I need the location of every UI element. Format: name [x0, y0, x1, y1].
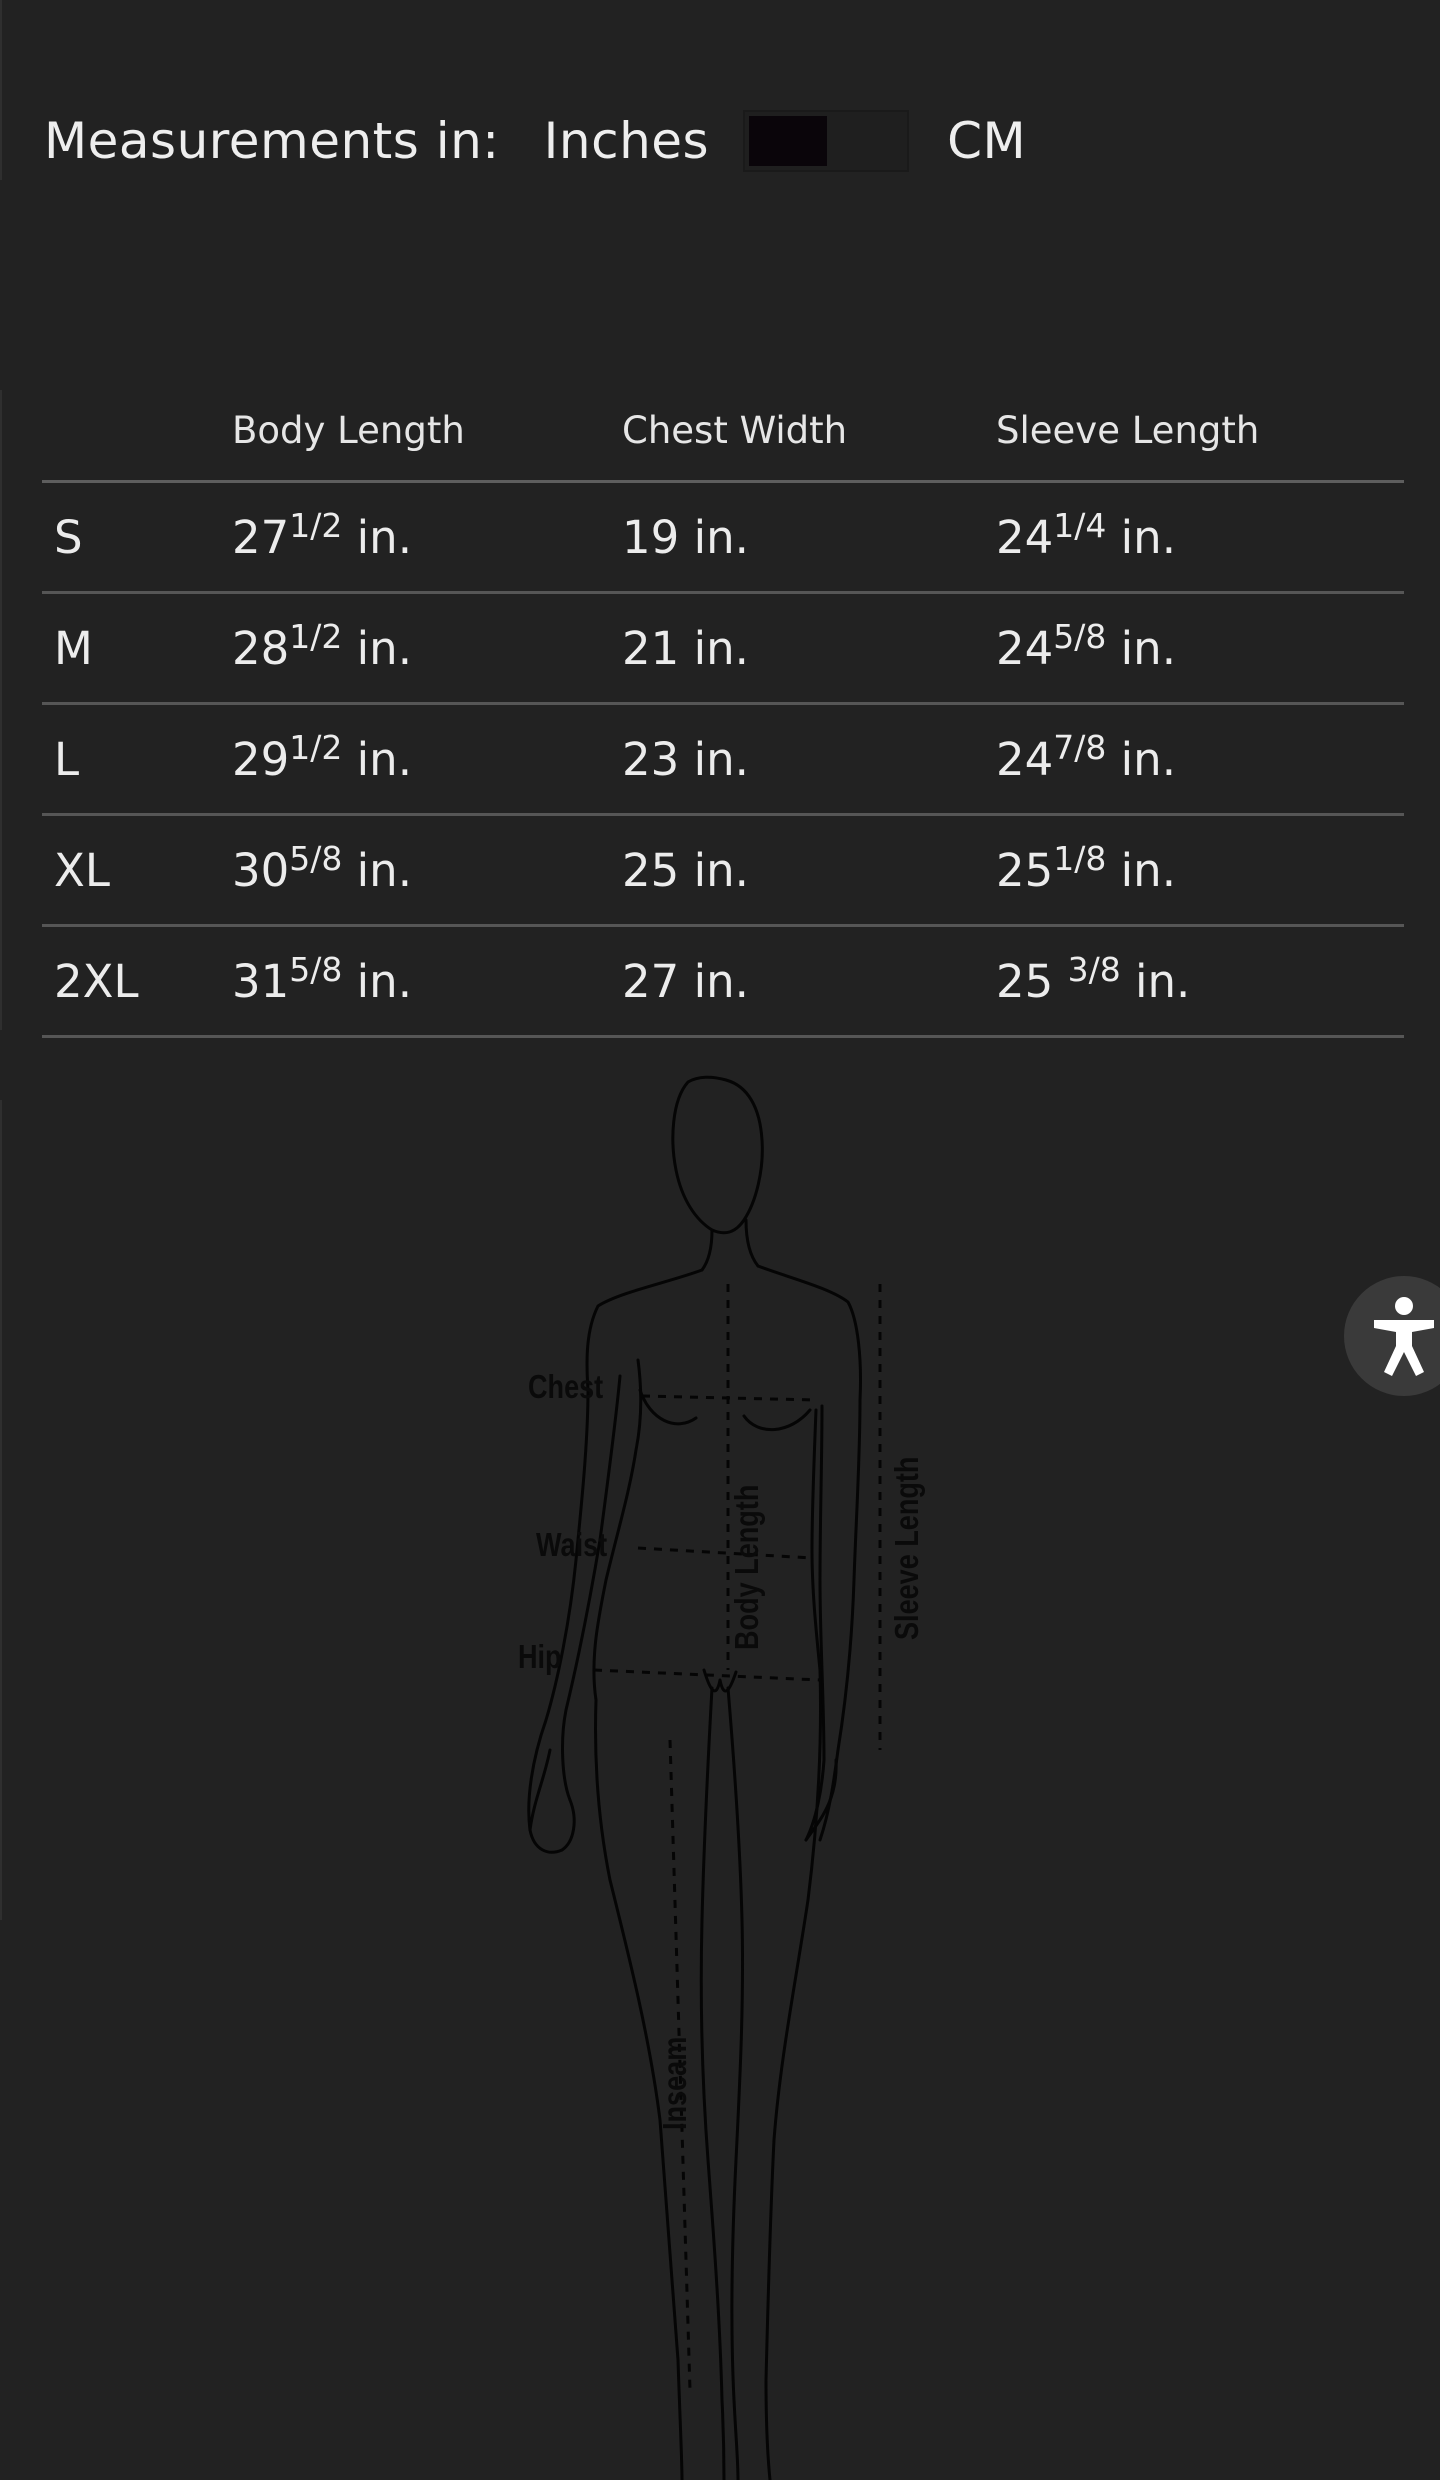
table-body [42, 482, 1404, 1037]
table-row [42, 704, 1404, 815]
cell-body-length [232, 926, 622, 1037]
figure-outline [490, 1060, 940, 2480]
table-row [42, 482, 1404, 593]
cell-body-length-whole: 28 [232, 621, 290, 675]
cell-size: L [42, 704, 232, 815]
cell-size: 2XL [42, 926, 232, 1037]
cell-sleeve-length [996, 482, 1404, 593]
cell-body-length-unit: in. [342, 732, 413, 786]
label-chest: Chest [528, 1368, 604, 1405]
header-sleeve-length: Sleeve Length [996, 380, 1404, 482]
cell-sleeve-length-unit: in. [1106, 732, 1177, 786]
cell-sleeve-length-whole: 24 [996, 732, 1054, 786]
cell-body-length-unit: in. [342, 510, 413, 564]
cell-body-length [232, 704, 622, 815]
label-sleeve-length: Sleeve Length [888, 1456, 925, 1640]
cell-body-length-fraction: 1/2 [289, 505, 343, 545]
cell-sleeve-length-fraction: 3/8 [1067, 949, 1121, 989]
header-body-length: Body Length [232, 380, 622, 482]
cell-sleeve-length-fraction: 1/4 [1053, 505, 1107, 545]
label-body-length: Body Length [728, 1484, 765, 1650]
units-toggle-knob [749, 116, 827, 166]
table-row [42, 926, 1404, 1037]
cell-chest-width: 27 in. [622, 926, 996, 1037]
units-selector [44, 106, 1026, 176]
units-option-inches[interactable]: Inches [543, 112, 710, 170]
cell-body-length-unit: in. [342, 954, 413, 1008]
cell-chest-width: 19 in. [622, 482, 996, 593]
units-label: Measurements in: [44, 112, 500, 170]
cell-body-length-whole: 31 [232, 954, 290, 1008]
cell-sleeve-length-whole: 24 [996, 510, 1054, 564]
header-size [42, 380, 232, 482]
label-hip: Hip [518, 1638, 562, 1675]
accessibility-icon [1370, 1296, 1438, 1376]
body-measurement-figure [490, 1060, 940, 2480]
table-header-row [42, 380, 1404, 482]
cell-body-length-whole: 30 [232, 843, 290, 897]
cell-body-length-fraction: 1/2 [289, 727, 343, 767]
cell-sleeve-length-unit: in. [1106, 843, 1177, 897]
units-option-cm[interactable]: CM [947, 112, 1027, 170]
header-chest-width: Chest Width [622, 380, 996, 482]
table-row [42, 815, 1404, 926]
cell-size: S [42, 482, 232, 593]
cell-sleeve-length-unit: in. [1106, 510, 1177, 564]
label-waist: Waist [536, 1526, 608, 1563]
cell-chest-width: 21 in. [622, 593, 996, 704]
cell-sleeve-length-fraction: 1/8 [1053, 838, 1107, 878]
cell-chest-width: 25 in. [622, 815, 996, 926]
edge-divider [0, 0, 2, 180]
cell-sleeve-length-whole: 25 [996, 843, 1054, 897]
cell-body-length-fraction: 1/2 [289, 616, 343, 656]
label-inseam: Inseam [656, 2036, 693, 2130]
table-row [42, 593, 1404, 704]
cell-body-length-fraction: 5/8 [289, 838, 343, 878]
cell-body-length-whole: 27 [232, 510, 290, 564]
cell-body-length-unit: in. [342, 621, 413, 675]
size-chart-table [42, 380, 1404, 1038]
cell-size: XL [42, 815, 232, 926]
cell-body-length-fraction: 5/8 [289, 949, 343, 989]
cell-body-length [232, 815, 622, 926]
cell-sleeve-length [996, 593, 1404, 704]
cell-sleeve-length [996, 815, 1404, 926]
cell-sleeve-length-whole: 24 [996, 621, 1054, 675]
cell-sleeve-length-unit: in. [1120, 954, 1191, 1008]
cell-sleeve-length [996, 704, 1404, 815]
cell-body-length-whole: 29 [232, 732, 290, 786]
cell-sleeve-length-unit: in. [1106, 621, 1177, 675]
cell-chest-width: 23 in. [622, 704, 996, 815]
cell-sleeve-length-fraction: 7/8 [1053, 727, 1107, 767]
cell-sleeve-length-whole: 25 [996, 954, 1068, 1008]
edge-divider [0, 1100, 2, 1920]
cell-body-length [232, 593, 622, 704]
cell-sleeve-length [996, 926, 1404, 1037]
cell-body-length-unit: in. [342, 843, 413, 897]
cell-body-length [232, 482, 622, 593]
cell-sleeve-length-fraction: 5/8 [1053, 616, 1107, 656]
units-toggle-switch[interactable] [743, 110, 909, 172]
cell-size: M [42, 593, 232, 704]
accessibility-button[interactable] [1344, 1276, 1440, 1396]
edge-divider [0, 390, 2, 1030]
